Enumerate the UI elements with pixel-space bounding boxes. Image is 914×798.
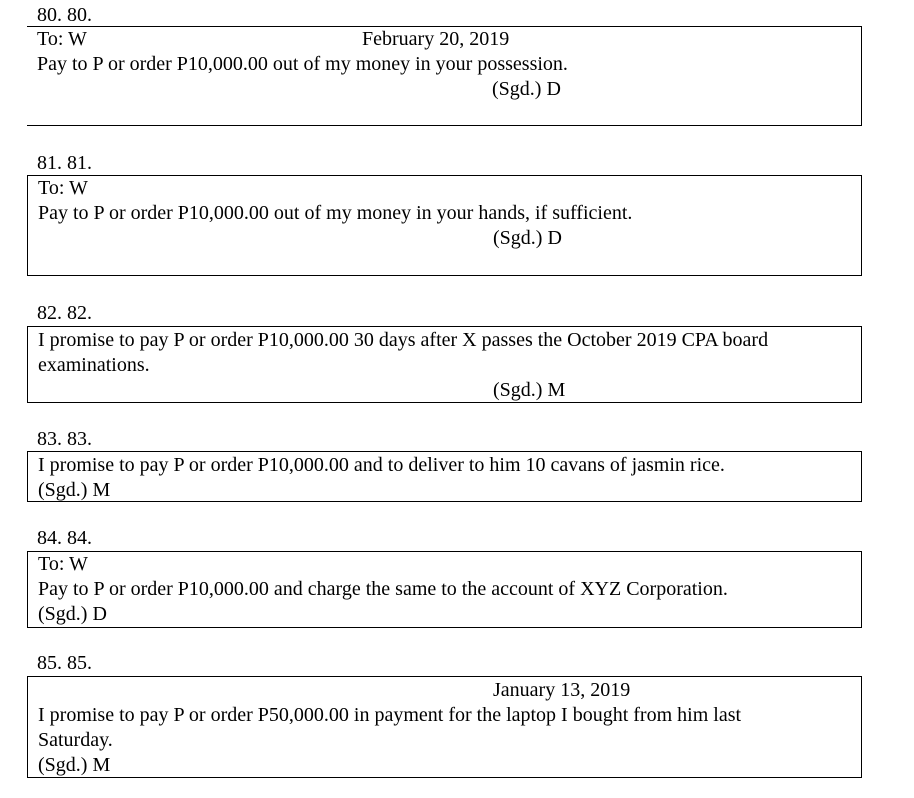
signature: (Sgd.) D <box>493 227 562 249</box>
item-number: 81. 81. <box>37 152 92 174</box>
item-number: 82. 82. <box>37 302 92 324</box>
instrument-body-line-1: I promise to pay P or order P50,000.00 in payment for the laptop I bought from him last <box>38 704 742 726</box>
instrument-box-80 <box>27 26 862 126</box>
instrument-body: I promise to pay P or order P10,000.00 and to deliver to him 10 cavans of jasmin rice. <box>38 454 725 476</box>
signature: (Sgd.) D <box>38 603 107 625</box>
addressee: To: W <box>37 28 87 50</box>
item-number: 85. 85. <box>37 652 92 674</box>
item-number: 84. 84. <box>37 527 92 549</box>
instrument-box-85 <box>27 676 862 778</box>
signature: (Sgd.) M <box>38 754 111 776</box>
addressee: To: W <box>38 553 88 575</box>
instrument-body-line-1: I promise to pay P or order P10,000.00 30 days after X passes the October 2019 CPA board <box>38 329 769 351</box>
instrument-body: Pay to P or order P10,000.00 and charge the same to the account of XYZ Corporation. <box>38 578 728 600</box>
signature: (Sgd.) M <box>493 379 566 401</box>
instrument-box-83 <box>27 451 862 502</box>
date-line: January 13, 2019 <box>493 679 631 701</box>
instrument-body-line-2: examinations. <box>38 354 150 376</box>
instrument-box-84 <box>27 551 862 628</box>
signature: (Sgd.) D <box>492 78 561 100</box>
instrument-body: Pay to P or order P10,000.00 out of my money in your hands, if sufficient. <box>38 202 633 224</box>
addressee: To: W <box>38 177 88 199</box>
instrument-box-81 <box>27 175 862 276</box>
item-number: 80. 80. <box>37 4 92 26</box>
signature: (Sgd.) M <box>38 479 111 501</box>
item-number: 83. 83. <box>37 428 92 450</box>
instrument-body: Pay to P or order P10,000.00 out of my money in your possession. <box>37 53 568 75</box>
instrument-box-82 <box>27 326 862 403</box>
date-line: February 20, 2019 <box>362 28 510 50</box>
instrument-body-line-2: Saturday. <box>38 729 113 751</box>
